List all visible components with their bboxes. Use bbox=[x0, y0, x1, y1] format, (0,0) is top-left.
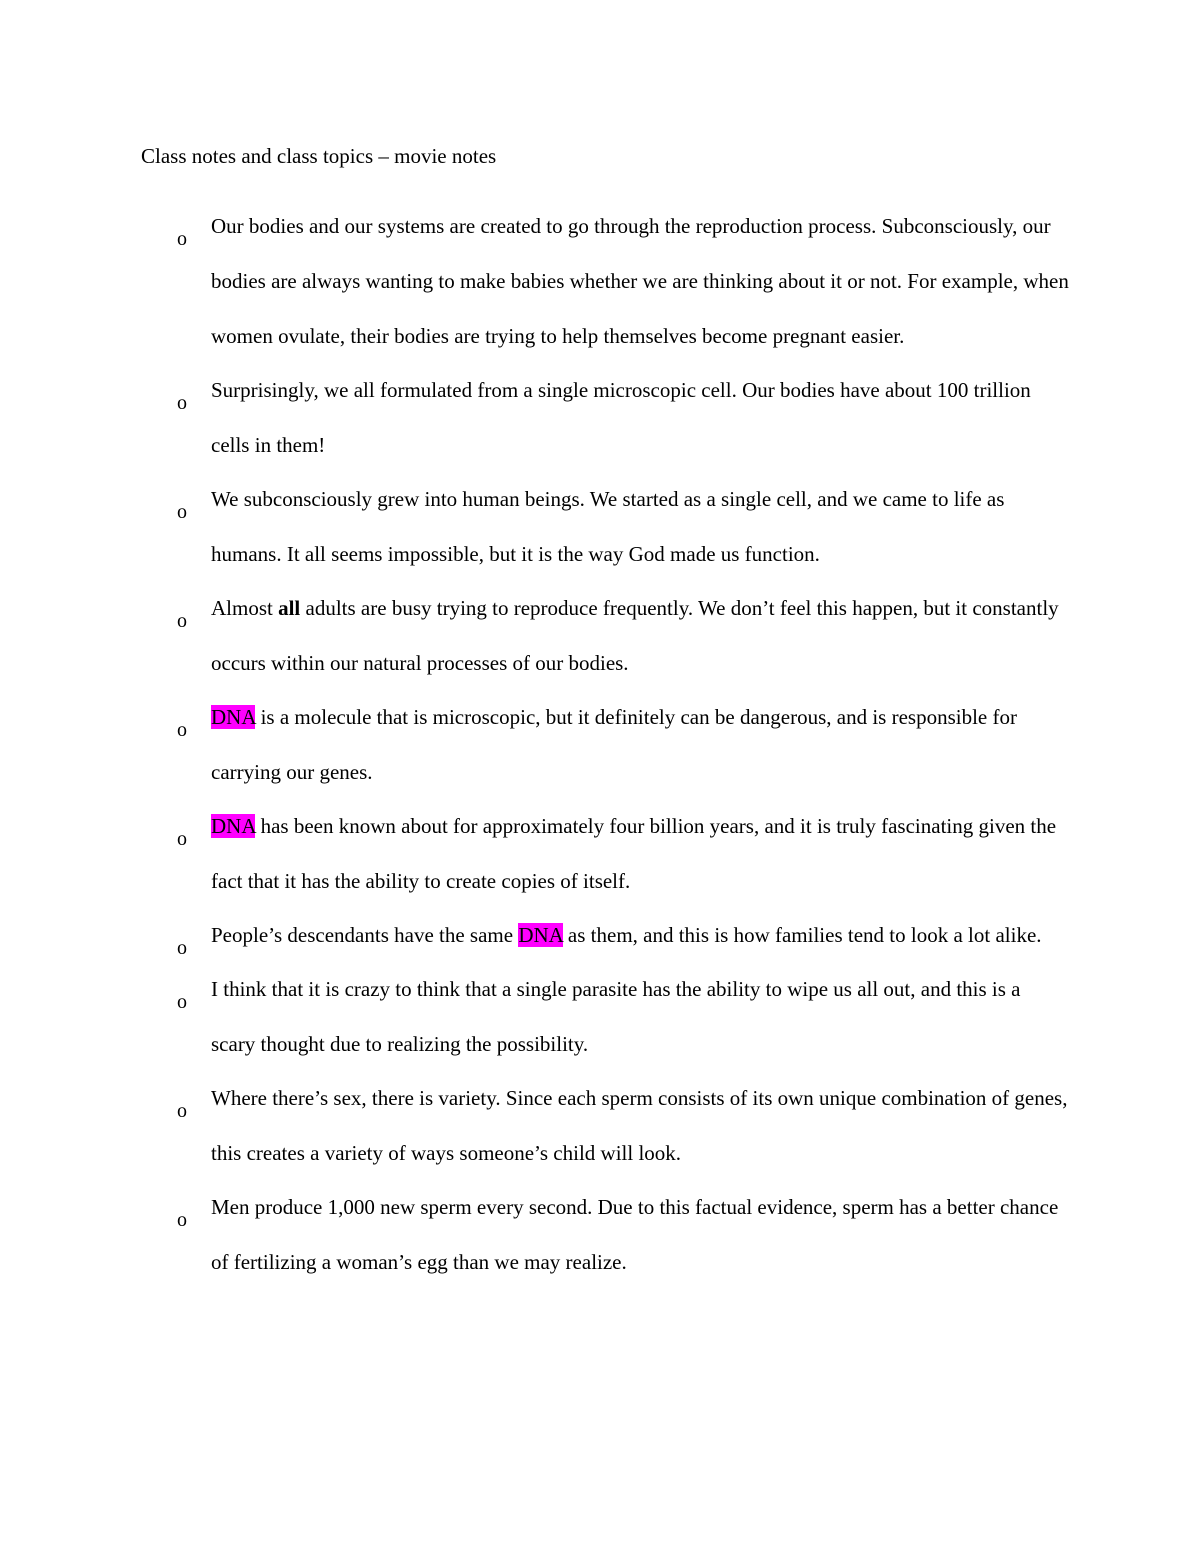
text-segment: adults are busy trying to reproduce frequently. We don’t feel this happen, but it constantly occurs within our natural processes of our bodies. bbox=[211, 596, 1059, 675]
bullet-text bbox=[211, 1071, 1070, 1181]
bullet-marker-icon: o bbox=[177, 1100, 187, 1122]
bullet-text bbox=[211, 1180, 1070, 1290]
list-item bbox=[0, 594, 1200, 704]
list-item bbox=[0, 1084, 1200, 1194]
bullet-marker-icon: o bbox=[177, 1209, 187, 1231]
bullet-marker-icon: o bbox=[177, 392, 187, 414]
list-item bbox=[0, 1193, 1200, 1303]
text-segment: Men produce 1,000 new sperm every second. Due to this factual evidence, sperm has a better chance of fertilizing a woman’s egg than we may realize. bbox=[211, 1195, 1059, 1274]
text-segment: I think that it is crazy to think that a single parasite has the ability to wipe us all out, and this is a scary thought due to realizing the possibility. bbox=[211, 977, 1021, 1056]
list-item bbox=[0, 376, 1200, 486]
bullet-marker-icon: o bbox=[177, 937, 187, 959]
bold-text: all bbox=[278, 596, 301, 620]
bullet-text bbox=[211, 908, 1070, 963]
bullet-marker-icon: o bbox=[177, 228, 187, 250]
notes-bullet-list bbox=[0, 212, 1200, 1303]
list-item bbox=[0, 703, 1200, 813]
bullet-text bbox=[211, 472, 1070, 582]
bullet-marker-icon: o bbox=[177, 719, 187, 741]
bullet-marker-icon: o bbox=[177, 501, 187, 523]
list-item bbox=[0, 485, 1200, 595]
text-segment: Almost bbox=[211, 596, 279, 620]
bullet-text bbox=[211, 690, 1070, 800]
document-title: Class notes and class topics – movie notes bbox=[141, 144, 497, 168]
list-item bbox=[0, 812, 1200, 922]
text-segment: Surprisingly, we all formulated from a single microscopic cell. Our bodies have about 100 trillion cells in them! bbox=[211, 378, 1031, 457]
bullet-text bbox=[211, 799, 1070, 909]
highlighted-term: DNA bbox=[211, 705, 256, 729]
bullet-text bbox=[211, 363, 1070, 473]
text-segment: as them, and this is how families tend to look a lot alike. bbox=[562, 923, 1042, 947]
highlighted-term: DNA bbox=[211, 814, 256, 838]
text-segment: We subconsciously grew into human beings. We started as a single cell, and we came to life as humans. It all seems impossible, but it is the way God made us function. bbox=[211, 487, 1005, 566]
text-segment: People’s descendants have the same bbox=[211, 923, 519, 947]
text-segment: has been known about for approximately four billion years, and it is truly fascinating given the fact that it has the ability to create copies of itself. bbox=[211, 814, 1057, 893]
highlighted-term: DNA bbox=[518, 923, 563, 947]
list-item bbox=[0, 975, 1200, 1085]
bullet-text bbox=[211, 962, 1070, 1072]
bullet-marker-icon: o bbox=[177, 828, 187, 850]
text-segment: Where there’s sex, there is variety. Since each sperm consists of its own unique combination of genes, this creates a variety of ways someone’s child will look. bbox=[211, 1086, 1068, 1165]
bullet-text bbox=[211, 581, 1070, 691]
list-item bbox=[0, 212, 1200, 377]
bullet-marker-icon: o bbox=[177, 991, 187, 1013]
bullet-marker-icon: o bbox=[177, 610, 187, 632]
text-segment: Our bodies and our systems are created to go through the reproduction process. Subconsciously, our bodies are always wanting to make babies whether we are thinking about it or not. For example, when women ovulate, their bodies are trying to help themselves become pregnant easier. bbox=[211, 214, 1069, 348]
bullet-text bbox=[211, 199, 1070, 364]
text-segment: is a molecule that is microscopic, but it definitely can be dangerous, and is responsible for carrying our genes. bbox=[211, 705, 1017, 784]
